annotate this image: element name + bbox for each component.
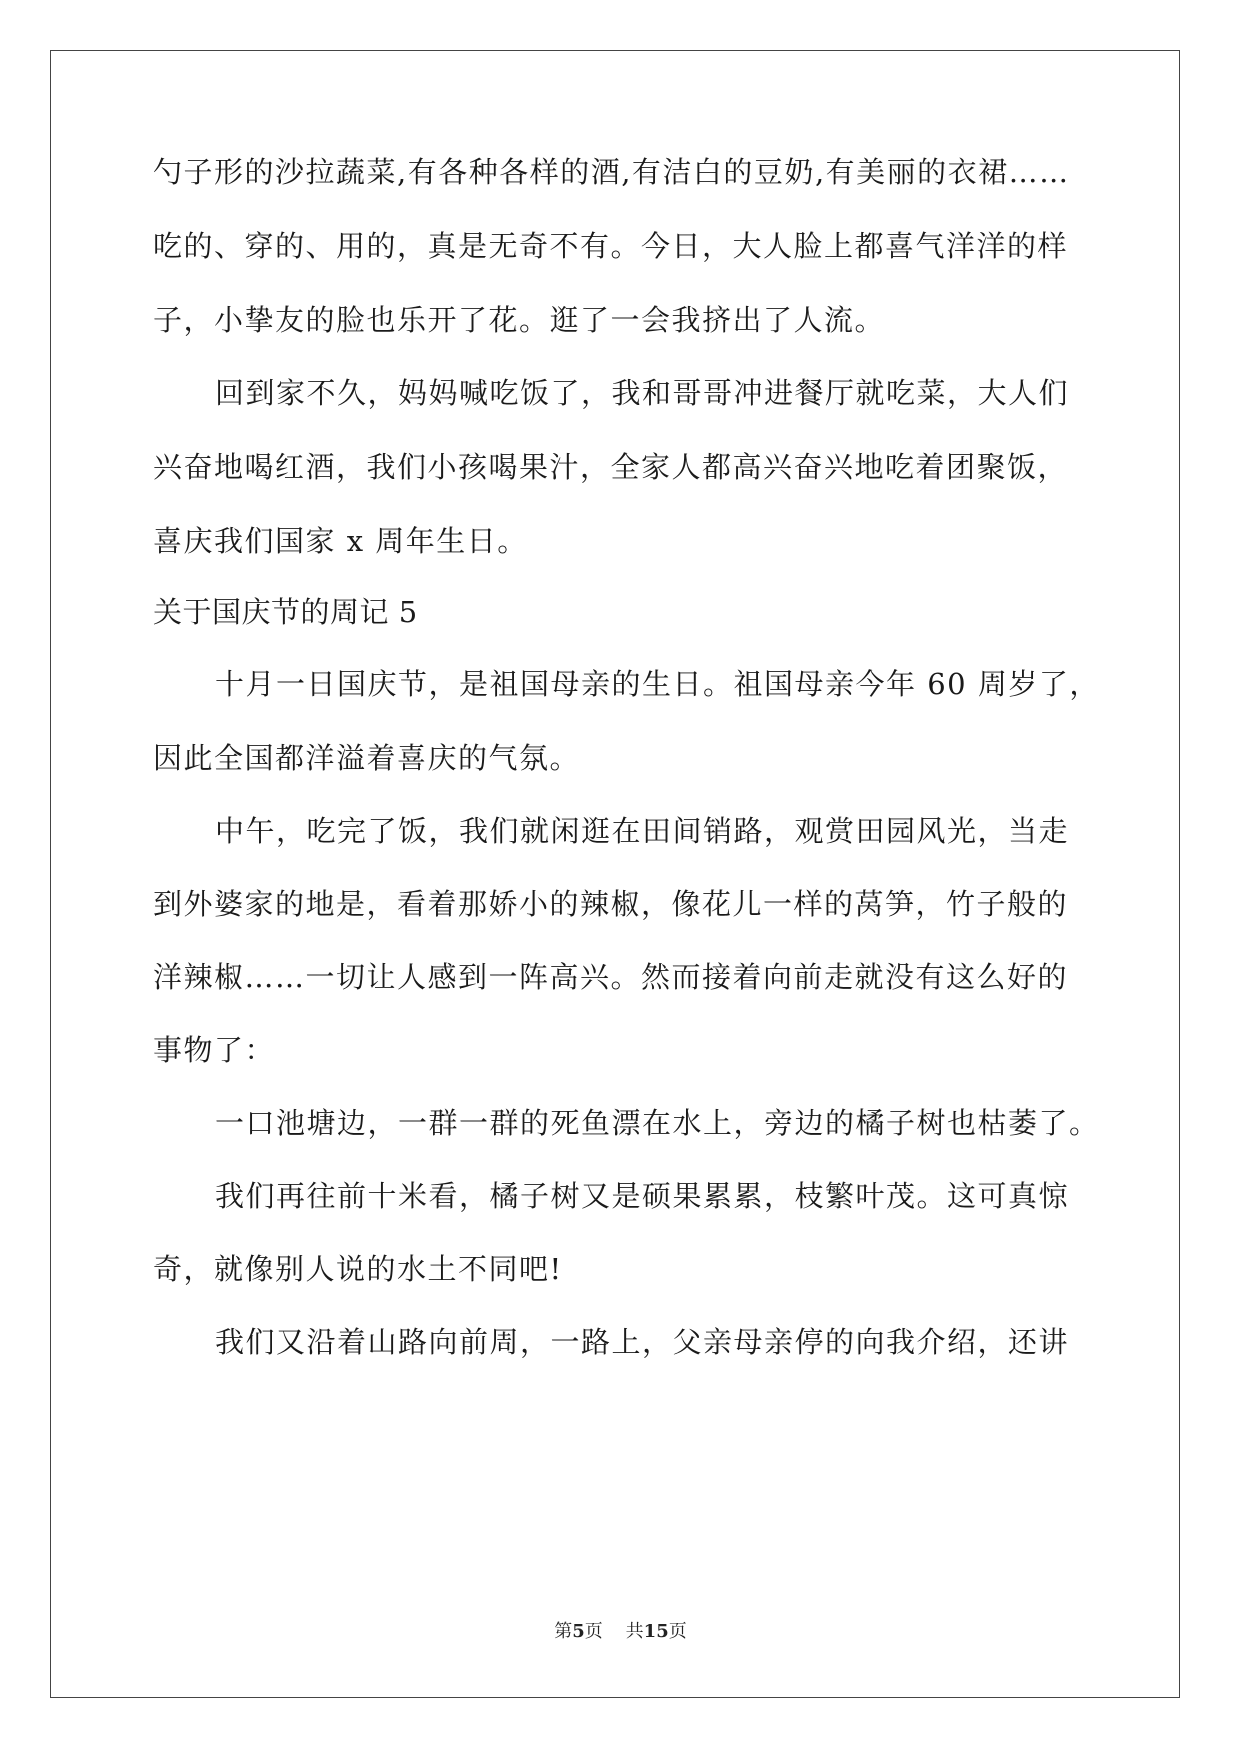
- page-footer: [0, 1620, 1241, 1644]
- paragraph-start-line: 一口池塘边，一群一群的死鱼漂在水上，旁边的橘子树也枯萎了。: [215, 1106, 1100, 1140]
- text-line: 奇，就像别人说的水土不同吧!: [153, 1252, 563, 1286]
- text-line: 洋辣椒……一切让人感到一阵高兴。然而接着向前走就没有这么好的: [153, 960, 1069, 994]
- paragraph-start-line: 回到家不久，妈妈喊吃饭了，我和哥哥冲进餐厅就吃菜，大人们: [215, 376, 1070, 410]
- footer-page-suffix: 页: [584, 1621, 603, 1642]
- total-page-count: 15: [643, 1621, 669, 1642]
- text-line: 兴奋地喝红酒，我们小孩喝果汁，全家人都高兴奋兴地吃着团聚饭，: [153, 450, 1069, 484]
- text-line: 吃的、穿的、用的，真是无奇不有。今日，大人脸上都喜气洋洋的样: [153, 229, 1069, 263]
- text-line: 子，小挚友的脸也乐开了花。逛了一会我挤出了人流。: [153, 303, 886, 337]
- text-line: 因此全国都洋溢着喜庆的气氛。: [153, 741, 581, 775]
- footer-total-prefix: 共: [625, 1621, 644, 1642]
- paragraph-start-line: 中午，吃完了饭，我们就闲逛在田间销路，观赏田园风光，当走: [215, 814, 1070, 848]
- page-border: [50, 50, 1180, 1698]
- section-heading: 关于国庆节的周记 5: [153, 595, 418, 629]
- footer-prefix: 第: [554, 1621, 573, 1642]
- text-line: 事物了：: [153, 1033, 276, 1067]
- footer-total-suffix: 页: [668, 1621, 687, 1642]
- paragraph-start-line: 我们又沿着山路向前周，一路上，父亲母亲停的向我介绍，还讲: [215, 1325, 1070, 1359]
- paragraph-start-line: 我们再往前十米看，橘子树又是硕果累累，枝繁叶茂。这可真惊: [215, 1179, 1070, 1213]
- text-line: 到外婆家的地是，看着那娇小的辣椒，像花儿一样的莴笋，竹子般的: [153, 887, 1069, 921]
- text-line: 勺子形的沙拉蔬菜,有各种各样的酒,有洁白的豆奶,有美丽的衣裙……: [153, 155, 1070, 189]
- paragraph-start-line: 十月一日国庆节，是祖国母亲的生日。祖国母亲今年 60 周岁了，: [215, 667, 1100, 701]
- current-page-number: 5: [572, 1621, 585, 1642]
- text-line: 喜庆我们国家 x 周年生日。: [153, 524, 528, 558]
